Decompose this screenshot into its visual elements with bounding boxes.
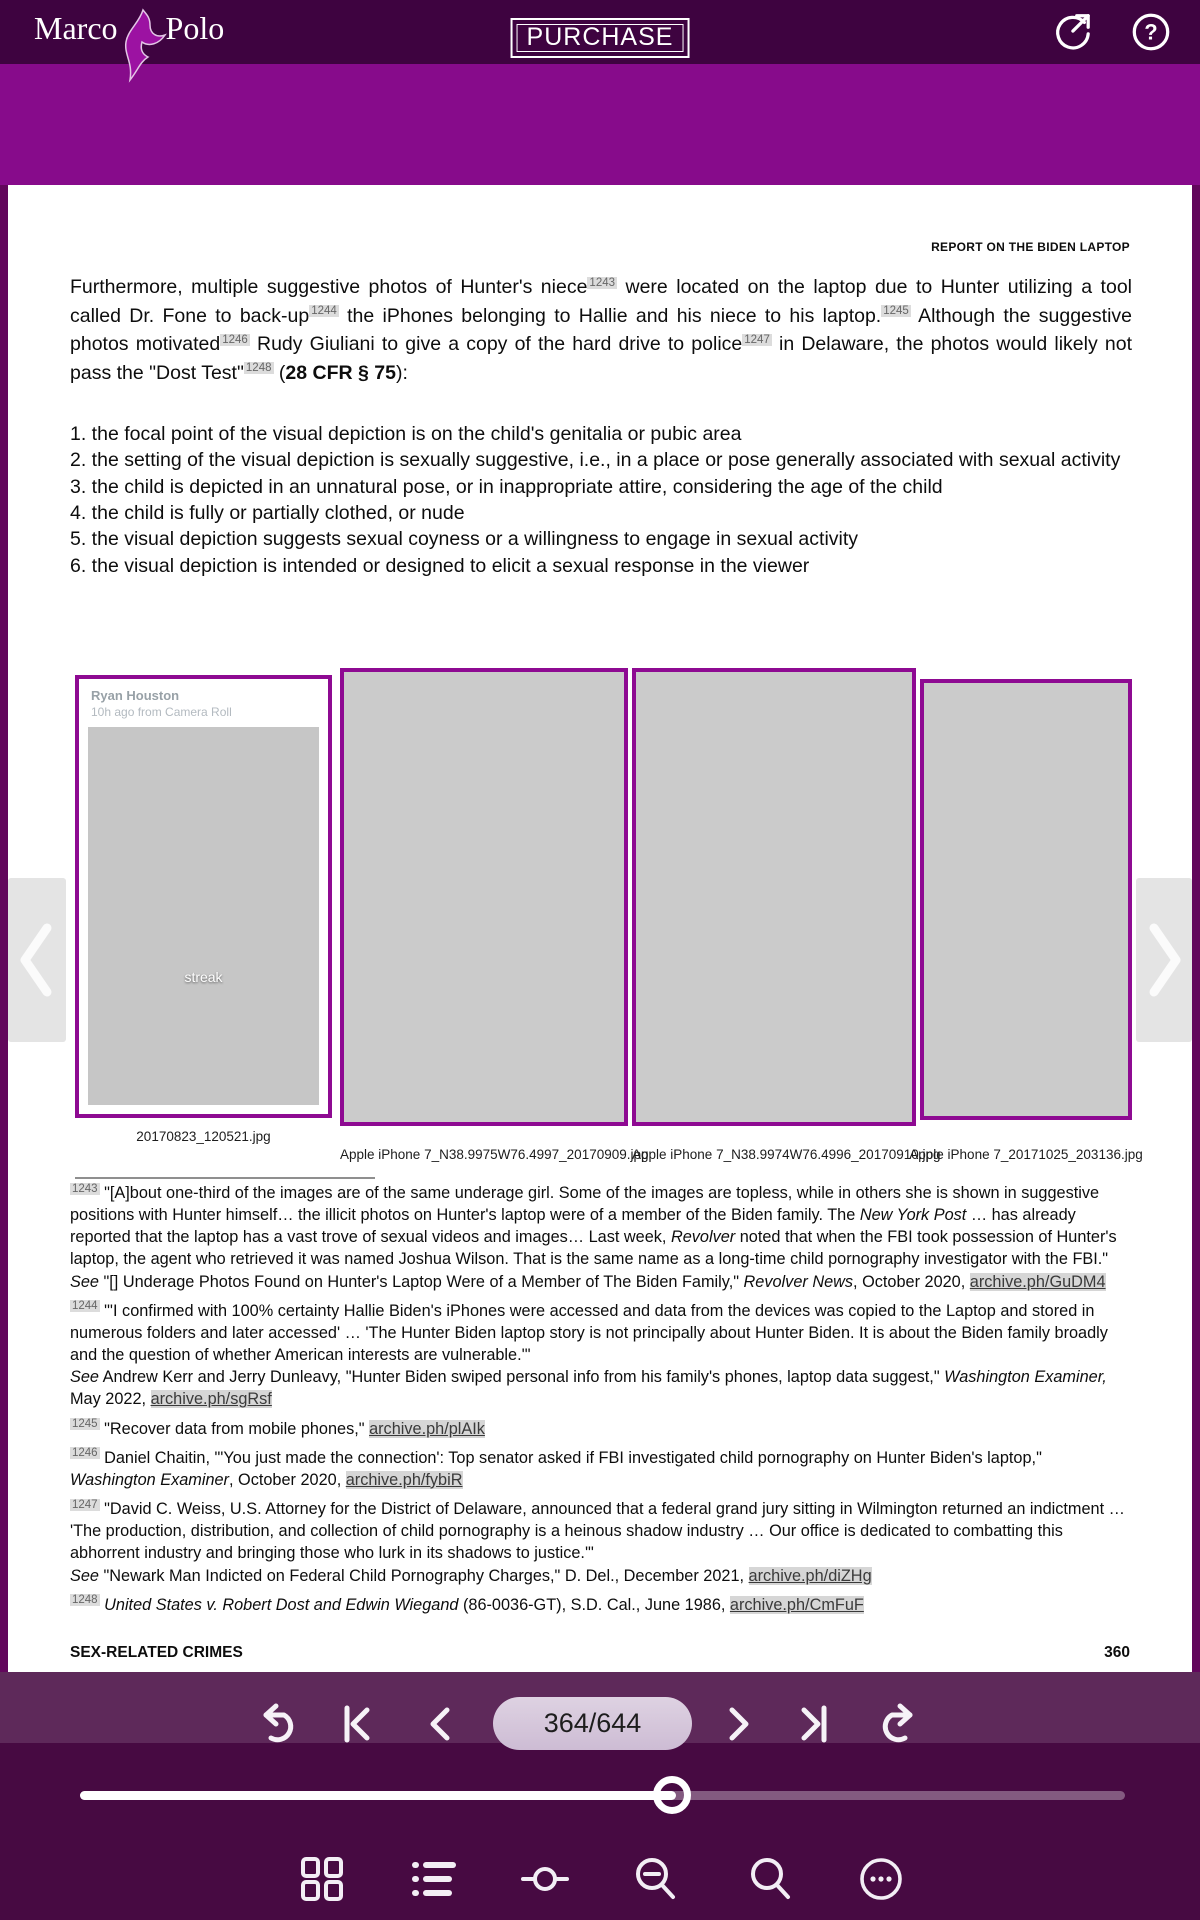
list-item: 3. the child is depicted in an unnatural pose, or in inappropriate attire, considering the age of the child	[70, 475, 943, 498]
page-indicator[interactable]: 364/644	[493, 1697, 692, 1750]
photo-overlay-title: Ryan Houston	[91, 688, 180, 703]
help-icon[interactable]	[1130, 11, 1172, 53]
share-icon[interactable]	[1050, 11, 1092, 53]
dolphin-logo-icon	[116, 8, 168, 86]
list-item: 5. the visual depiction suggests sexual coyness or a willingness to engage in sexual activity	[70, 528, 859, 551]
carousel-prev-button[interactable]	[8, 878, 66, 1042]
carousel-next-button[interactable]	[1136, 878, 1192, 1042]
fit-width-icon[interactable]	[521, 1855, 569, 1903]
redo-icon[interactable]	[873, 1702, 917, 1746]
page-slider-track[interactable]	[80, 1791, 1125, 1800]
viewer-chrome	[0, 1672, 1200, 1920]
toc-list-icon[interactable]	[409, 1855, 457, 1903]
app-header	[0, 0, 1200, 64]
footnote: $^{1244}$ "'I confirmed with 100% certainty Hallie Biden's iPhones were accessed and data from the devices was copied to the Laptop and stored in numerous folders and later accessed' … 'The Hunter Biden laptop story is not principally about Hunter Biden. It is about the Biden family broadly and the question of whether American interests are vulnerable.'" See Andrew Kerr and Jerry Dunleavy, "Hunter Biden swiped personal info from his family's phones, laptop data suggest," Washington Examiner, May 2022, archive.ph/sgRsf	[70, 1300, 1108, 1409]
last-page-icon[interactable]	[791, 1702, 835, 1746]
photo-area	[88, 727, 319, 1105]
page-footer	[70, 1644, 1130, 1662]
photo-caption: Apple iPhone 7_N38.9975W76.4997_20170909.jpg	[340, 1147, 649, 1162]
photo-placeholder	[920, 679, 1132, 1120]
next-page-icon[interactable]	[715, 1702, 759, 1746]
chevron-left-icon	[11, 918, 63, 1002]
first-page-icon[interactable]	[336, 1702, 380, 1746]
footnote: $^{1243}$ "[A]bout one-third of the images are of the same underage girl. Some of the images are topless, while in others she is shown in suggestive positions with Hunter himself… the illicit photos on Hunter's laptop were of a member of the Biden family. The New York Post … has already reported that the laptop has a vast trove of sexual videos and images… Last week, Revolver noted that when the FBI took possession of Hunter's laptop, the agent who retrieved it was named Joshua Wilson. That is the same name as a long-time child pornography investigator with the FBI." See "[] Underage Photos Found on Hunter's Laptop Were of a Member of The Biden Family," Revolver News, October 2020, archive.ph/GuDM4	[70, 1182, 1117, 1291]
photo-caption: 20170823_120521.jpg	[136, 1129, 271, 1144]
page-slider-fill	[80, 1791, 676, 1800]
dost-test-list	[70, 421, 1132, 579]
running-head: REPORT ON THE BIDEN LAPTOP	[931, 240, 1130, 254]
footer-page-number: 360	[1104, 1644, 1130, 1661]
prev-page-icon[interactable]	[420, 1702, 464, 1746]
photo-caption: Apple iPhone 7_N38.9974W76.4996_20170910.jpg	[632, 1147, 941, 1162]
purchase-button[interactable]: PURCHASE	[511, 18, 690, 58]
list-item: 4. the child is fully or partially clothed, or nude	[70, 501, 465, 524]
body-paragraph: Furthermore, multiple suggestive photos of Hunter's niece $^{1243}$ were located on the laptop due to Hunter utilizing a tool called Dr. Fone to back-up $^{1244}$ the iPhones belonging to Hallie and his niece to his laptop. $^{1245}$ Although the suggestive photos motivated $^{1246}$ Rudy Giuliani to give a copy of the hard drive to police $^{1247}$ in Delaware, the photos would likely not pass the "Dost Test" $^{1248}$ (28 CFR § 75):	[70, 276, 1132, 384]
photo-placeholder	[75, 675, 332, 1118]
zoom-out-icon[interactable]	[631, 1855, 679, 1903]
footnote: $^{1246}$ Daniel Chaitin, "'You just made the connection': Top senator asked if FBI investigated child pornography on Hunter Biden's laptop," Washington Examiner, October 2020, archive.ph/fybiR	[70, 1447, 1042, 1489]
brand-second: Polo	[165, 10, 225, 46]
footnote: $^{1248}$ United States v. Robert Dost and Edwin Wiegand (86-0036-GT), S.D. Cal., June 1986, archive.ph/CmFuF	[72, 1594, 864, 1614]
footnote: $^{1245}$ "Recover data from mobile phones," archive.ph/plAIk	[72, 1418, 485, 1438]
search-icon[interactable]	[746, 1855, 794, 1903]
thumbnails-grid-icon[interactable]	[298, 1855, 346, 1903]
chevron-right-icon	[1138, 918, 1190, 1002]
brand-logo	[34, 6, 224, 86]
photo-caption: Apple iPhone 7_20171025_203136.jpg	[909, 1147, 1143, 1162]
list-item: 6. the visual depiction is intended or designed to elicit a sexual response in the viewer	[70, 554, 810, 577]
footnote-separator	[75, 1177, 375, 1179]
photo-overlay-header	[79, 679, 328, 719]
undo-icon[interactable]	[259, 1702, 303, 1746]
list-item: 1. the focal point of the visual depiction is on the child's genitalia or pubic area	[70, 423, 742, 445]
photo-placeholder	[632, 668, 916, 1126]
footnote: $^{1247}$ "David C. Weiss, U.S. Attorney for the District of Delaware, announced that a federal grand jury sitting in Wilmington returned an indictment … 'The production, distribution, and collection of child pornography is a heinous shadow industry … Our office is dedicated to combatting this abhorrent industry and bringing those who lurk in its shadows to justice.'" See "Newark Man Indicted on Federal Child Pornography Charges," D. Del., December 2021, archive.ph/diZHg	[70, 1498, 1125, 1585]
footer-section-title: SEX-RELATED CRIMES	[70, 1644, 243, 1661]
brand-first: Marco	[34, 10, 118, 46]
photo-overlay-tag: streak	[184, 968, 223, 985]
header-actions	[1050, 11, 1172, 53]
footnotes	[70, 1182, 1132, 1623]
document-page	[8, 185, 1192, 1920]
page-slider-thumb[interactable]	[653, 1776, 691, 1814]
more-options-icon[interactable]	[857, 1855, 905, 1903]
list-item: 2. the setting of the visual depiction is sexually suggestive, i.e., in a place or pose generally associated with sexual activity	[70, 449, 1121, 472]
photo-overlay-subtitle: 10h ago from Camera Roll	[91, 705, 232, 719]
figure-strip	[70, 668, 1143, 1188]
photo-placeholder	[340, 668, 628, 1126]
svg-text:?: ?	[1144, 19, 1158, 45]
